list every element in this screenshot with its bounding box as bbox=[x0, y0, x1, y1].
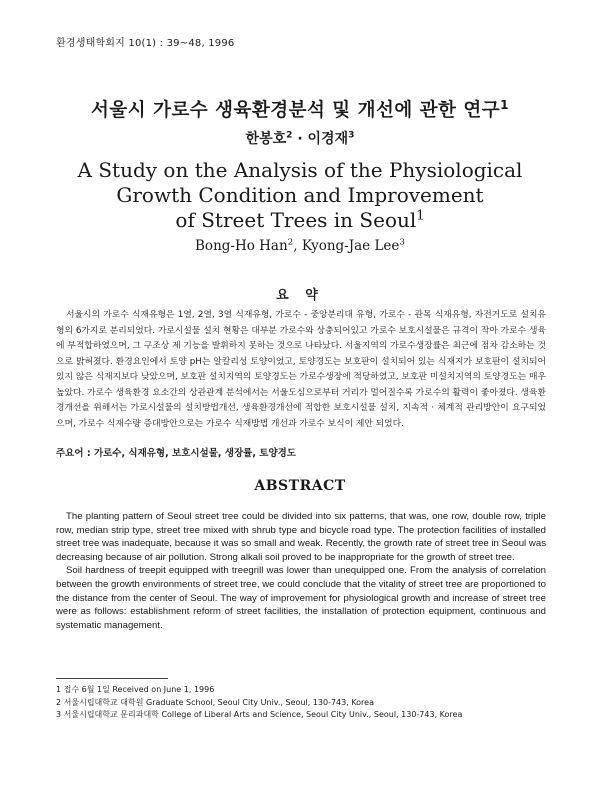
korean-abstract-body: 서울시의 가로수 식재유형은 1열, 2열, 3열 식재유형, 가로수 - 중앙분리대 유형, 가로수 - 관목 식재유형, 자전거도로 설치유형의 6가지로 분리되었다. 가로시설물 설치 현황은 대부분 가로수와 상충되어있고 가로수 보호시설물은 규격이 작아 가로수 생육에 부적합하였으며, 그 구조상 제 기능을 발휘하지 못하는 것으로 나타났다. 서울지역의 가로수생장률은 최근에 점차 감소하는 것으로 밝혀졌다. 환경요인에서 토양 pH는 알칼리성 토양이었고, 토양경도는 보호판이 설치되어 있는 식재지가 보호판이 설치되어있지 않은 식재지보다 낮았으며, 보호판 설치지역의 토양경도는 가로수생장에 적당하였고, 보호판 미설치지역의 토양경도는 매우 높았다. 가로수 생육환경 요소간의 상관관계 분석에서는 서울도심으로부터 거리가 멀어질수록 가로수의 활력이 좋아졌다. 생육환경개선을 위해서는 가로시설물의 설치방법개선, 생육환경개선에 적합한 보호시설물 설치, 지속적 · 체계적 관리방안이 요구되었으며, 가로수 식재수량 증대방안으로는 가로수 식재방법 개선과 가로수 보식이 제안 되었다. bbox=[56, 310, 546, 429]
footnote-3: 3 서울시립대학교 문리과대학 College of Liberal Arts and Science, Seoul City Univ., Seoul, 130-743, Korea bbox=[56, 710, 463, 719]
english-title-line-3: of Street Trees in Seoul bbox=[175, 208, 417, 232]
footnote-1: 1 접수 6월 1일 Received on June 1, 1996 bbox=[56, 685, 215, 694]
english-author-1-mark: 2 bbox=[287, 237, 294, 248]
korean-title-footnote-mark: 1 bbox=[500, 97, 509, 112]
korean-title bbox=[0, 96, 600, 122]
english-abstract-heading: ABSTRACT bbox=[254, 478, 346, 494]
korean-author-1: 한봉호 bbox=[245, 131, 287, 147]
korean-author-2: 이경재 bbox=[307, 131, 349, 147]
footnote-2: 2 서울시립대학교 대학원 Graduate School, Seoul City Univ., Seoul, 130-743, Korea bbox=[56, 697, 374, 707]
korean-abstract-heading: 요 약 bbox=[276, 288, 324, 303]
korean-title-text: 서울시 가로수 생육환경분석 및 개선에 관한 연구 bbox=[91, 100, 501, 121]
english-title-line-3-wrap bbox=[0, 208, 600, 233]
english-title bbox=[0, 158, 600, 233]
footnote-divider bbox=[56, 678, 168, 679]
korean-keywords bbox=[56, 445, 546, 459]
english-authors bbox=[0, 238, 600, 254]
english-author-2: Kyong-Jae Lee bbox=[301, 238, 400, 254]
keywords-label: 주요어 : bbox=[56, 448, 94, 459]
english-abstract-paragraph-1: The planting pattern of Seoul street tree could be divided into six patterns, that was, one row, double row, triple row, median strip type, street tree mixed with shrub type and bicycle road type. The protection facilities of installed street tree was inadequate, because it was so small and weak. Recently, the growth rate of street tree in Seoul was decreasing because of air pollution. Strong alkali soil proved to be inappropriate for the growth of street tree. bbox=[56, 511, 546, 563]
korean-author-2-mark: 3 bbox=[348, 130, 355, 141]
journal-citation: 환경생태학회지 10(1) : 39~48, 1996 bbox=[56, 38, 235, 49]
english-title-footnote-mark: 1 bbox=[416, 208, 425, 224]
korean-authors bbox=[0, 128, 600, 148]
english-abstract-paragraph-2: Soil hardness of treepit equipped with treegrill was lower than unequipped one. From the analysis of correlation between the growth environments of street tree, we could conclude that the vitality of street tree are proportioned to the distance from the center of Seoul. The way of improvement for physiological growth and increase of street tree were as follows: establishment reform of street facilities, the installation of protection equipment, continuous and systematic management. bbox=[56, 565, 546, 631]
english-title-line-1: A Study on the Analysis of the Physiological bbox=[77, 158, 523, 182]
english-title-line-2: Growth Condition and Improvement bbox=[116, 183, 484, 207]
korean-author-1-mark: 2 bbox=[286, 130, 293, 141]
english-author-1: Bong-Ho Han bbox=[195, 238, 288, 254]
korean-author-separator: · bbox=[292, 131, 308, 147]
english-author-separator: , bbox=[293, 238, 302, 254]
english-abstract-body bbox=[56, 510, 546, 632]
keywords-value: 가로수, 식재유형, 보호시설물, 생장률, 토양경도 bbox=[93, 448, 296, 459]
english-author-2-mark: 3 bbox=[399, 237, 405, 248]
footnotes bbox=[56, 684, 556, 722]
